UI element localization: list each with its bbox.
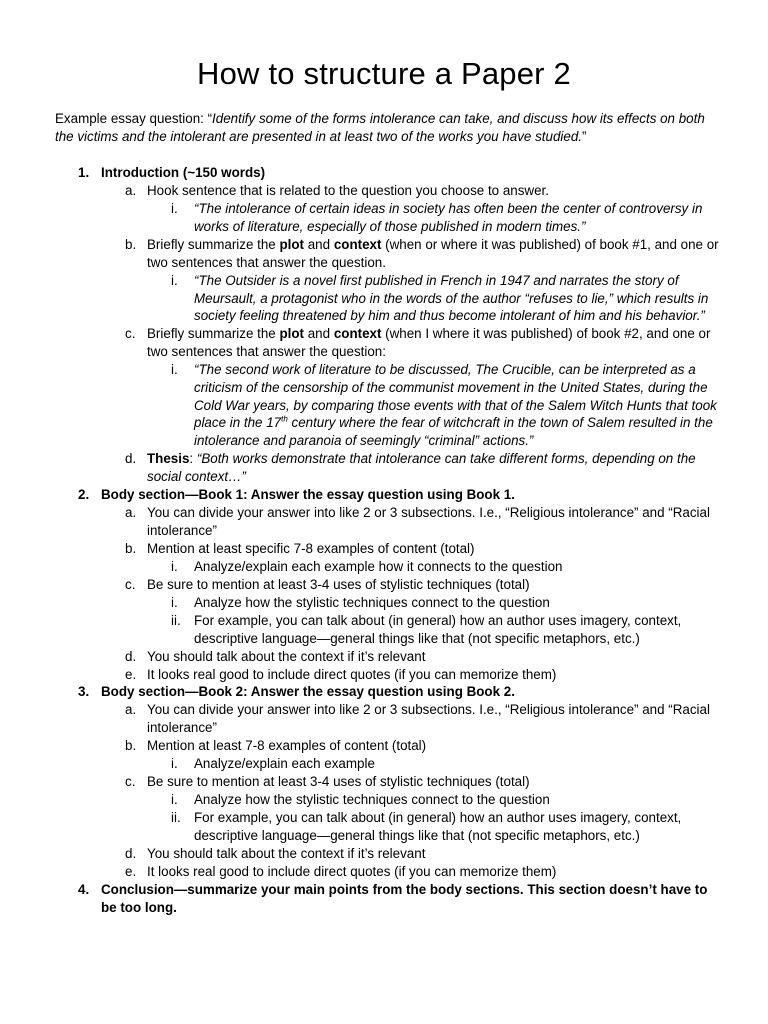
- sub-item: [55, 272, 720, 325]
- item-letter: a.: [125, 702, 137, 718]
- section-introduction: [55, 164, 720, 182]
- list-item: [55, 450, 720, 486]
- item-letter: a.: [125, 505, 137, 521]
- item-letter: c.: [125, 326, 136, 342]
- bold-context: context: [333, 236, 382, 252]
- section-number: 1.: [78, 165, 90, 181]
- list-item: [55, 648, 720, 666]
- sub-item-numeral: ii.: [171, 810, 181, 826]
- list-item: [55, 325, 720, 361]
- section-title: Body section—Book 1: Answer the essay question using Book 1.: [101, 487, 515, 503]
- sub-item: [55, 809, 720, 845]
- sub-item: [55, 558, 720, 576]
- thesis-quote: “Both works demonstrate that intolerance can take different forms, depending on the social context…”: [147, 451, 696, 485]
- list-item: [55, 236, 720, 272]
- sub-item: [55, 200, 720, 236]
- sub-item-numeral: i.: [171, 201, 178, 217]
- list-item: [55, 701, 720, 737]
- question-text: Identify some of the forms intolerance can take, and discuss how its effects on both the victims and the intolerant are presented in at least two of the works you have studied.: [55, 111, 705, 144]
- bold-context: context: [333, 326, 382, 342]
- item-text: [147, 326, 710, 359]
- list-item: [55, 576, 720, 594]
- item-text-post: (when or where it was published) of book #1, and one or two sentences that answer the question.: [147, 236, 719, 270]
- sub-item-numeral: i.: [171, 362, 178, 378]
- item-letter: e.: [125, 666, 137, 682]
- example-question: [55, 110, 715, 146]
- sub-item-numeral: i.: [171, 594, 178, 610]
- sub-item-text: Analyze/explain each example how it connects to the question: [194, 558, 563, 574]
- list-item: [55, 666, 720, 684]
- sub-item: [55, 791, 720, 809]
- sub-item-numeral: i.: [171, 756, 178, 772]
- item-letter: b.: [125, 540, 137, 556]
- list-item: [55, 773, 720, 791]
- item-text: It looks real good to include direct quotes (if you can memorize them): [147, 863, 557, 879]
- sub-item-text: Analyze/explain each example: [194, 756, 375, 772]
- outline: [55, 164, 720, 917]
- list-item: [55, 845, 720, 863]
- item-text: You should talk about the context if it’s relevant: [147, 845, 426, 861]
- superscript: th: [281, 415, 288, 424]
- item-text-pre: Briefly summarize the: [147, 326, 280, 342]
- page-title: How to structure a Paper 2: [197, 56, 571, 91]
- item-letter: c.: [125, 774, 136, 790]
- item-letter: b.: [125, 738, 137, 754]
- item-text: [147, 237, 719, 270]
- list-item: [55, 504, 720, 540]
- item-letter: c.: [125, 576, 136, 592]
- item-text: It looks real good to include direct quotes (if you can memorize them): [147, 666, 557, 682]
- item-text: You can divide your answer into like 2 or 3 subsections. I.e., “Religious intolerance” and “Racial intolerance”: [147, 505, 710, 538]
- sub-item-text: [194, 362, 717, 448]
- section-number: 3.: [78, 684, 90, 700]
- sub-item-text: “The intolerance of certain ideas in society has often been the center of controversy in works of literature, especially of those published in modern times.”: [194, 201, 703, 234]
- list-item: [55, 737, 720, 755]
- sub-item-numeral: ii.: [171, 612, 181, 628]
- item-letter: e.: [125, 863, 137, 879]
- item-text: Be sure to mention at least 3-4 uses of stylistic techniques (total): [147, 576, 530, 592]
- bold-plot: plot: [279, 326, 305, 342]
- item-text-pre: Briefly summarize the: [147, 236, 280, 252]
- sub-item-numeral: i.: [171, 272, 178, 288]
- item-text: Hook sentence that is related to the question you choose to answer.: [147, 183, 549, 199]
- sub-item-text: Analyze how the stylistic techniques connect to the question: [194, 792, 550, 808]
- section-number: 4.: [78, 881, 90, 897]
- sub-item-numeral: i.: [171, 792, 178, 808]
- list-item: [55, 182, 720, 200]
- item-text-post: (when I where it was published) of book #2, and one or two sentences that answer the question:: [147, 326, 711, 360]
- section-number: 2.: [78, 487, 90, 503]
- item-text-mid: and: [304, 236, 334, 252]
- sub-item-text: “The Outsider is a novel first published in French in 1947 and narrates the story of Meursault, a protagonist who in the words of the author “refuses to lie,” which results in society feeling threatened by him and thus become intolerant of him and his behavior.”: [194, 272, 709, 324]
- sub-item-numeral: i.: [171, 558, 178, 574]
- sub-item: [55, 594, 720, 612]
- item-text: [147, 451, 696, 484]
- item-letter: d.: [125, 845, 137, 861]
- section-title: Introduction (~150 words): [101, 165, 266, 181]
- question-lead: Example essay question: “: [55, 111, 213, 126]
- section-conclusion: [55, 881, 720, 917]
- thesis-colon: :: [189, 451, 197, 467]
- item-letter: b.: [125, 236, 137, 252]
- item-letter: d.: [125, 451, 137, 467]
- sub-item: [55, 612, 720, 648]
- list-item: [55, 863, 720, 881]
- section-body-book-1: [55, 486, 720, 504]
- question-close: ”: [582, 129, 587, 144]
- item-text: You can divide your answer into like 2 or 3 subsections. I.e., “Religious intolerance” and “Racial intolerance”: [147, 702, 710, 736]
- section-title: Conclusion—summarize your main points from the body sections. This section doesn’t have to be too long.: [101, 881, 708, 915]
- item-text: Mention at least specific 7-8 examples of content (total): [147, 540, 475, 556]
- section-body-book-2: [55, 683, 720, 701]
- sub-item-text: Analyze how the stylistic techniques connect to the question: [194, 594, 550, 610]
- sub-item-text: For example, you can talk about (in general) how an author uses imagery, context, descriptive language—general things like that (not specific metaphors, etc.): [194, 612, 682, 646]
- item-text: Mention at least 7-8 examples of content (total): [147, 738, 427, 754]
- list-item: [55, 540, 720, 558]
- sub-item-text-a: “The second work of literature to be discussed, The Crucible, can be interpreted as a criticism of the censorship of the communist movement in the United States, during the Cold War years, by comparing those events with that of the Salem Witch Hunts that took place in the 17: [194, 362, 717, 431]
- item-text: You should talk about the context if it’s relevant: [147, 648, 426, 664]
- sub-item: [55, 361, 720, 450]
- section-title: Body section—Book 2: Answer the essay question using Book 2.: [101, 684, 515, 700]
- sub-item: [55, 755, 720, 773]
- sub-item-text: For example, you can talk about (in general) how an author uses imagery, context, descriptive language—general things like that (not specific metaphors, etc.): [194, 810, 682, 843]
- thesis-label: Thesis: [147, 451, 190, 467]
- item-text: Be sure to mention at least 3-4 uses of stylistic techniques (total): [147, 774, 530, 790]
- item-letter: a.: [125, 183, 137, 199]
- item-text-mid: and: [304, 326, 334, 342]
- sub-item-text-b: century where the fear of witchcraft in the town of Salem resulted in the intolerance and paranoia of seemingly “criminal” actions.”: [194, 415, 713, 449]
- bold-plot: plot: [279, 236, 305, 252]
- item-letter: d.: [125, 648, 137, 664]
